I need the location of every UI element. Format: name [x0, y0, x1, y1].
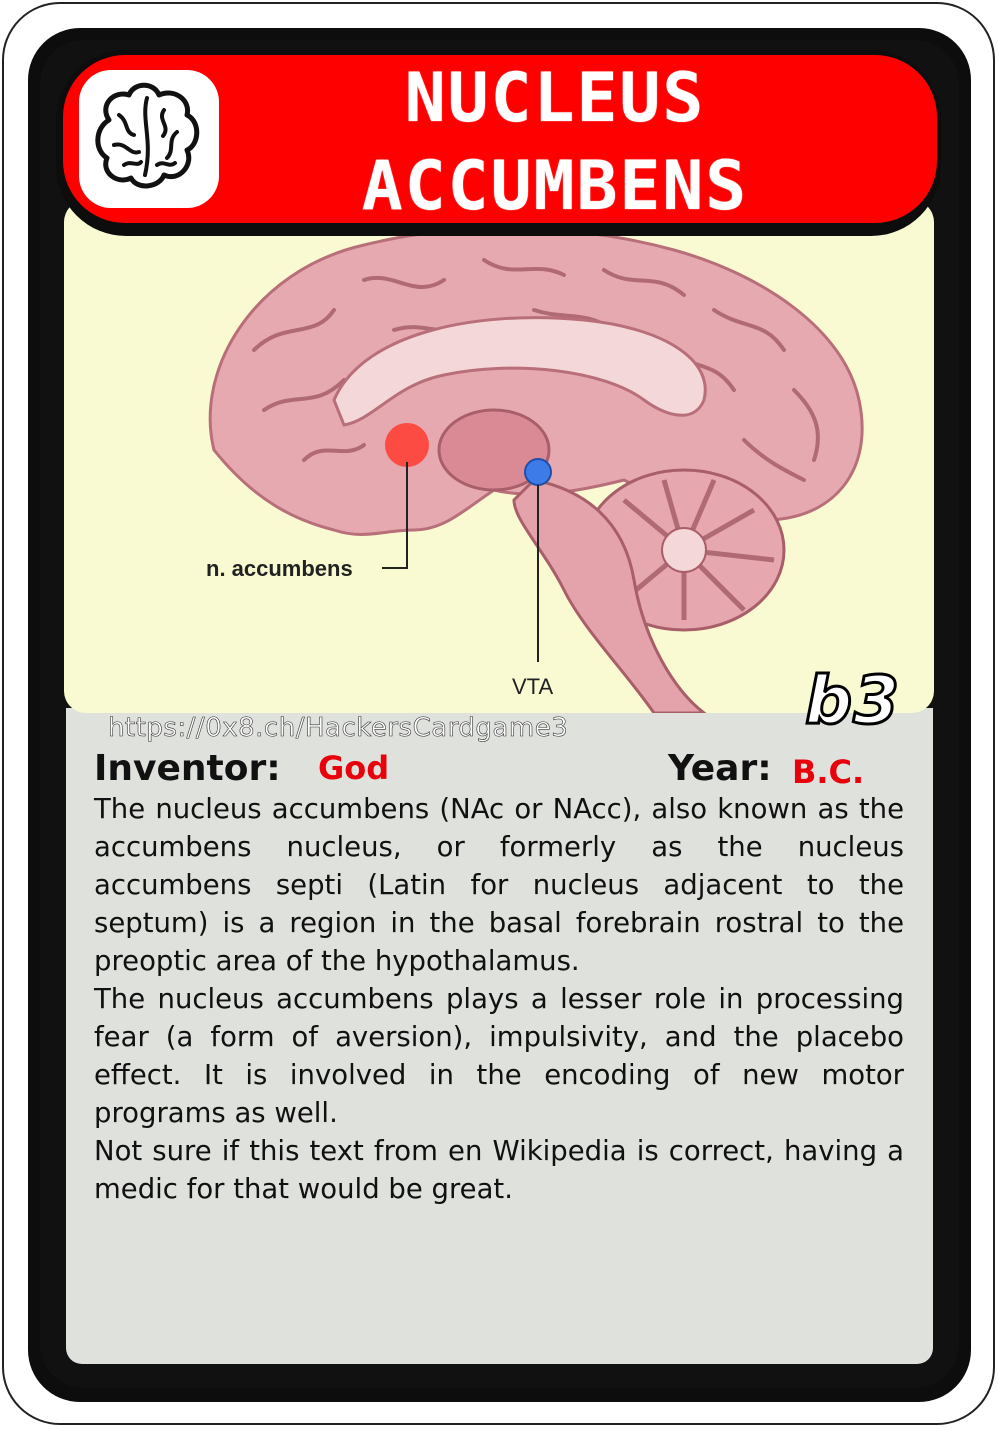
- inventor-value: God: [318, 749, 390, 787]
- brain-sagittal-diagram: [64, 200, 934, 713]
- title-line-1: NUCLEUS: [404, 59, 706, 138]
- year-label: Year:: [668, 748, 772, 789]
- brain-illustration: [64, 200, 934, 713]
- title-line-2: ACCUMBENS: [361, 147, 749, 226]
- year-value: B.C.: [792, 753, 865, 791]
- vta-marker: [525, 459, 551, 485]
- accumbens-label: n. accumbens: [206, 556, 353, 581]
- card-id: b3: [805, 662, 901, 739]
- accumbens-marker: [385, 423, 429, 467]
- card-title: [230, 55, 880, 231]
- card-url[interactable]: https://0x8.ch/HackersCardgame3: [108, 713, 569, 743]
- brain-icon: [79, 70, 219, 208]
- description-paragraph: The nucleus accumbens plays a lesser role in processing fear (a form of aversion), impulsivity, and the placebo effect. It is involved in the encoding of new motor programs as well.: [94, 983, 904, 1129]
- inventor-label: Inventor:: [94, 748, 281, 789]
- card-description: [94, 790, 904, 1208]
- description-paragraph: Not sure if this text from en Wikipedia is correct, having a medic for that would be great.: [94, 1135, 904, 1205]
- category-icon-box: [79, 70, 219, 208]
- vta-label: VTA: [512, 674, 554, 699]
- description-paragraph: The nucleus accumbens (NAc or NAcc), also known as the accumbens nucleus, or formerly as the nucleus accumbens septi (Latin for nucleus adjacent to the septum) is a region in the basal forebrain rostral to the preoptic area of the hypothalamus.: [94, 793, 904, 977]
